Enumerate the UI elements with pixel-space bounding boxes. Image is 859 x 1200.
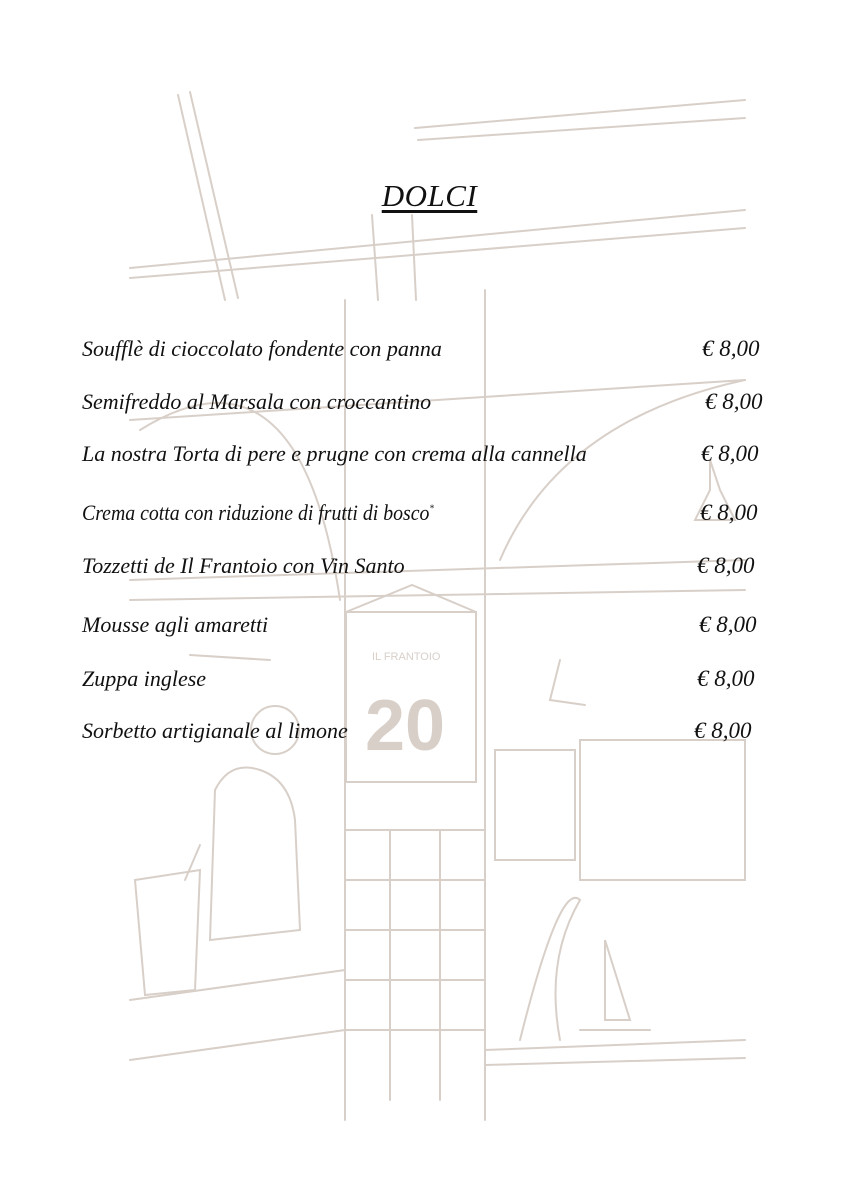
menu-item-price: € 8,00 (701, 441, 759, 466)
menu-item-name: Sorbetto artigianale al limone (82, 718, 348, 743)
menu-item-name: Tozzetti de Il Frantoio con Vin Santo (82, 553, 405, 578)
menu-item-name: Mousse agli amaretti (82, 612, 269, 637)
sketch-line (418, 118, 745, 140)
sketch-shelf (495, 750, 575, 860)
menu-item (0, 336, 859, 372)
sketch-line (130, 228, 745, 278)
sketch-bucket (135, 870, 200, 995)
sketch-line (485, 1040, 745, 1065)
menu-item-name: Soufflè di cioccolato fondente con panna (82, 336, 442, 361)
menu-item-price: € 8,00 (700, 500, 758, 525)
menu-item (0, 612, 859, 648)
sketch-line (130, 970, 345, 1060)
sketch-sign-number: 20 (365, 686, 446, 766)
sketch-line (345, 830, 485, 1030)
menu-item (0, 500, 859, 536)
sketch-line (346, 585, 476, 612)
menu-item-price: € 8,00 (705, 389, 763, 414)
sketch-person (210, 768, 300, 941)
menu-item (0, 666, 859, 702)
sketch-line (130, 210, 745, 268)
menu-item (0, 718, 859, 754)
sketch-line (185, 845, 200, 880)
sketch-line (415, 100, 745, 128)
menu-title: DOLCI (381, 178, 478, 213)
menu-item-price: € 8,00 (697, 553, 755, 578)
menu-item (0, 553, 859, 589)
menu-item (0, 441, 859, 477)
sketch-sign-text: IL FRANTOIO (372, 651, 441, 663)
sketch-shelf (580, 740, 745, 880)
menu-item-name (82, 500, 434, 526)
menu-item-name: Semifreddo al Marsala con croccantino (82, 389, 432, 414)
sketch-boat-sail (605, 940, 630, 1020)
menu-item-price: € 8,00 (697, 666, 755, 691)
menu-item-name-text: Crema cotta con riduzione di frutti di bosco (82, 500, 430, 525)
menu-item (0, 389, 859, 425)
menu-item-name: Zuppa inglese (82, 666, 207, 691)
sketch-line (390, 830, 440, 1100)
menu-item-price: € 8,00 (694, 718, 752, 743)
menu-item-price: € 8,00 (699, 612, 757, 637)
sketch-line (190, 655, 270, 660)
menu-item-name: La nostra Torta di pere e prugne con crema alla cannella (82, 441, 587, 466)
menu-item-marker: * (429, 503, 434, 515)
menu-item-price: € 8,00 (702, 336, 760, 361)
sketch-line (412, 215, 416, 300)
sketch-boat-sail (520, 898, 580, 1040)
